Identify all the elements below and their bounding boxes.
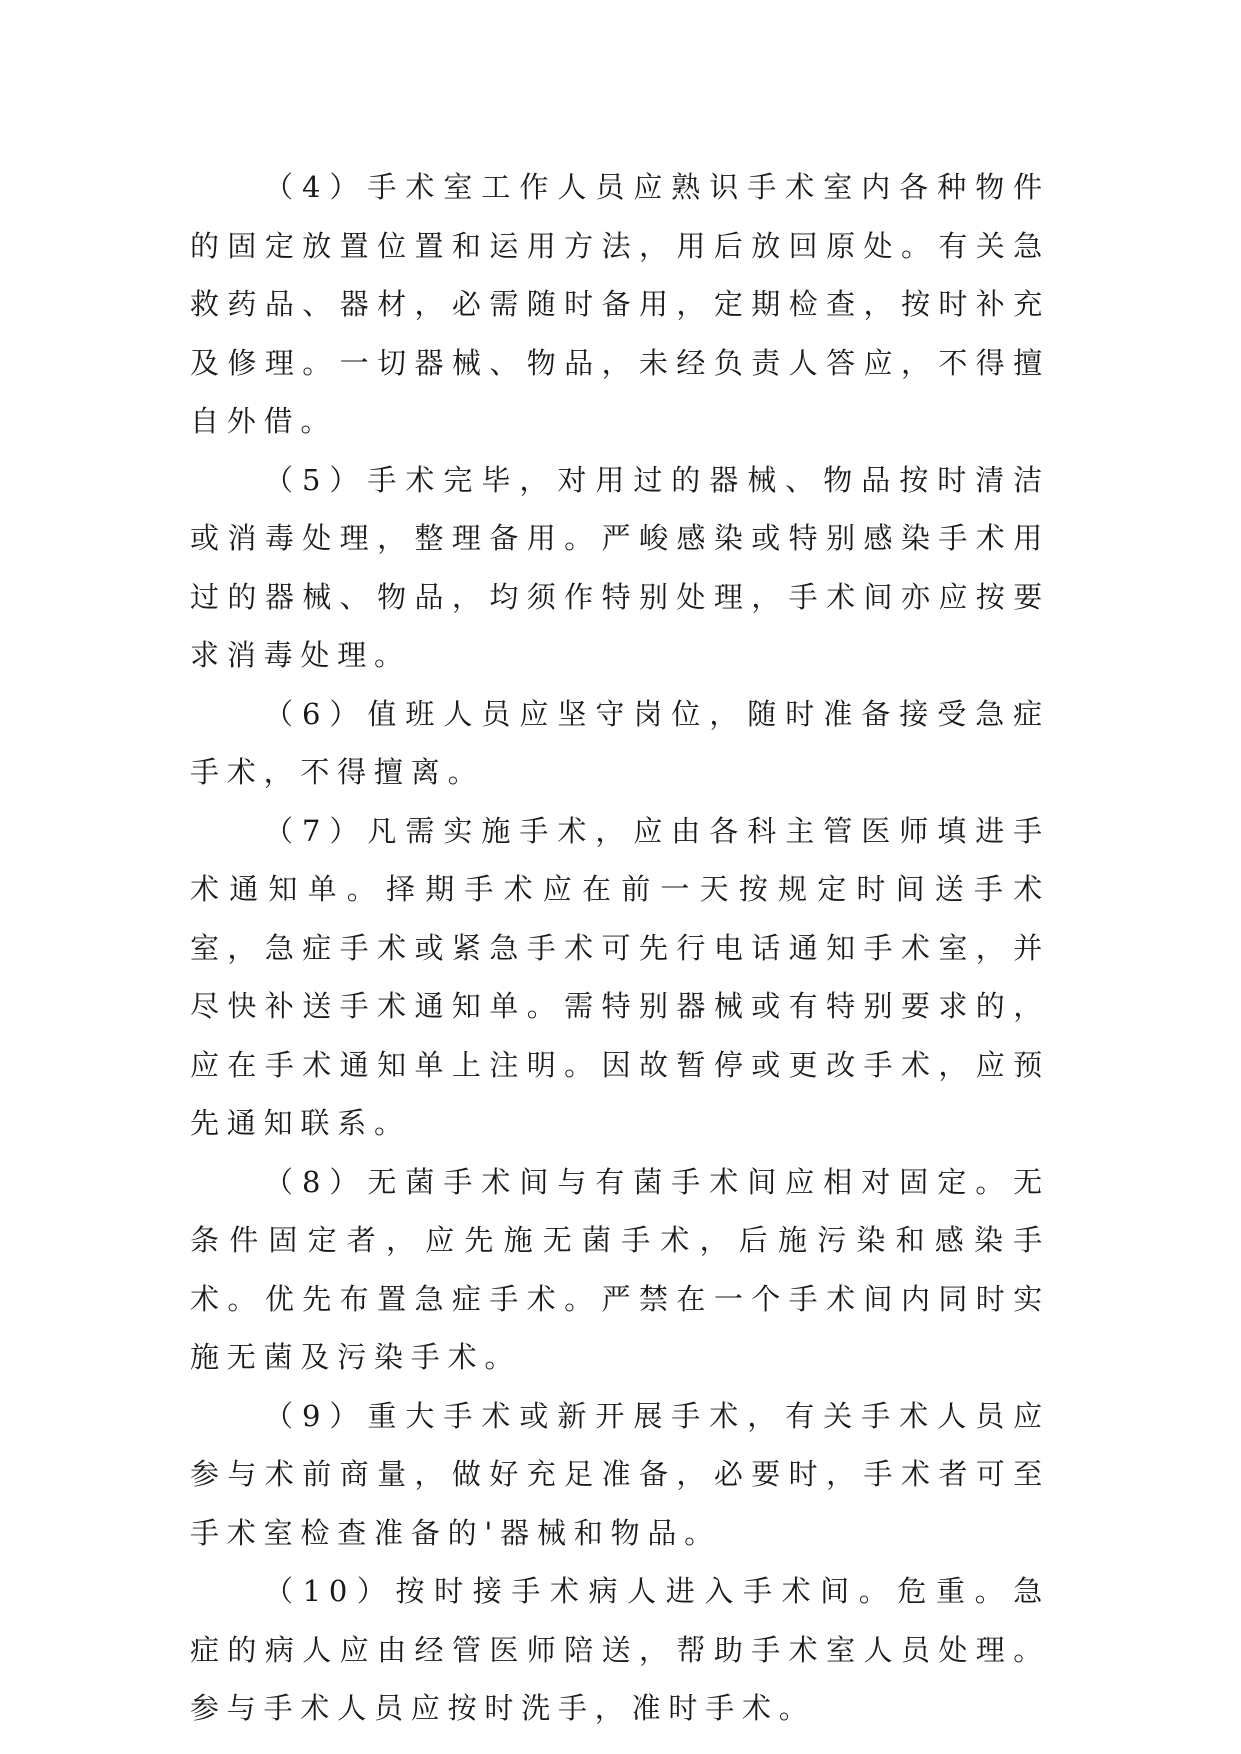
document-body xyxy=(190,158,1050,1738)
paragraph-7: （7）凡需实施手术，应由各科主管医师填进手术通知单。择期手术应在前一天按规定时间送手术室，急症手术或紧急手术可先行电话通知手术室，并尽快补送手术通知单。需特别器械或有特别要求的，应在手术通知单上注明。因故暂停或更改手术，应预先通知联系。 xyxy=(190,813,1050,1140)
paragraph-6: （6）值班人员应坚守岗位，随时准备接受急症手术，不得擅离。 xyxy=(190,696,1050,789)
paragraph-9: （9）重大手术或新开展手术，有关手术人员应参与术前商量，做好充足准备，必要时，手术者可至手术室检查准备的'器械和物品。 xyxy=(190,1398,1050,1550)
paragraph-4: （4）手术室工作人员应熟识手术室内各种物件的固定放置位置和运用方法，用后放回原处。有关急救药品、器材，必需随时备用，定期检查，按时补充及修理。一切器械、物品，未经负责人答应，不得擅自外借。 xyxy=(190,170,1050,438)
paragraph-10: （10）按时接手术病人进入手术间。危重。急症的病人应由经管医师陪送，帮助手术室人员处理。参与手术人员应按时洗手，准时手术。 xyxy=(190,1574,1050,1725)
paragraph-8: （8）无菌手术间与有菌手术间应相对固定。无条件固定者，应先施无菌手术，后施污染和感染手术。优先布置急症手术。严禁在一个手术间内同时实施无菌及污染手术。 xyxy=(190,1164,1050,1374)
paragraph-5: （5）手术完毕，对用过的器械、物品按时清洁或消毒处理，整理备用。严峻感染或特别感染手术用过的器械、物品，均须作特别处理，手术间亦应按要求消毒处理。 xyxy=(190,462,1050,672)
